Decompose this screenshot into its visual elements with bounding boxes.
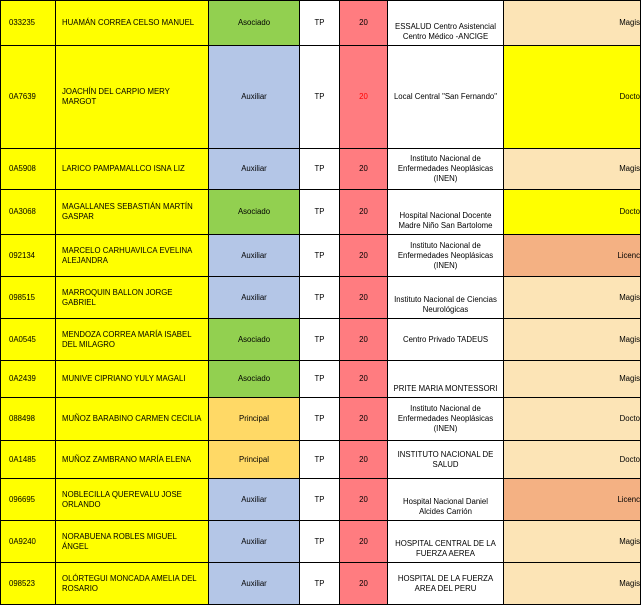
row-name: MUÑOZ ZAMBRANO MARÍA ELENA	[56, 441, 209, 479]
row-category: Auxiliar	[209, 521, 300, 563]
row-name: MAGALLANES SEBASTIÁN MARTÍN GASPAR	[56, 190, 209, 235]
row-code: 096695	[1, 479, 56, 521]
table-row	[1, 319, 641, 361]
table-row	[1, 521, 641, 563]
row-degree: Magis	[504, 319, 641, 361]
row-name: MUÑOZ BARABINO CARMEN CECILIA	[56, 398, 209, 441]
row-name: MARROQUIN BALLON JORGE GABRIEL	[56, 277, 209, 319]
row-degree: Docto	[504, 441, 641, 479]
row-type: TP	[300, 361, 340, 398]
row-degree: Magis	[504, 149, 641, 190]
table-row	[1, 190, 641, 235]
row-hours: 20	[340, 190, 388, 235]
row-hours: 20	[340, 277, 388, 319]
row-degree: Docto	[504, 46, 641, 149]
row-name: JOACHÍN DEL CARPIO MERY MARGOT	[56, 46, 209, 149]
row-degree: Magis	[504, 563, 641, 605]
row-hours: 20	[340, 398, 388, 441]
row-category: Auxiliar	[209, 277, 300, 319]
row-category: Auxiliar	[209, 149, 300, 190]
row-hours: 20	[340, 319, 388, 361]
row-type: TP	[300, 441, 340, 479]
row-degree: Magis	[504, 521, 641, 563]
row-institution: Instituto Nacional de Enfermedades Neoplásicas (INEN)	[388, 235, 504, 277]
row-name: MUNIVE CIPRIANO YULY MAGALI	[56, 361, 209, 398]
row-code: 088498	[1, 398, 56, 441]
row-category: Auxiliar	[209, 479, 300, 521]
row-code: 033235	[1, 1, 56, 46]
row-institution: PRITE MARIA MONTESSORI	[388, 361, 504, 398]
row-category: Principal	[209, 398, 300, 441]
row-name: MARCELO CARHUAVILCA EVELINA ALEJANDRA	[56, 235, 209, 277]
row-institution: INSTITUTO NACIONAL DE SALUD	[388, 441, 504, 479]
row-type: TP	[300, 190, 340, 235]
row-code: 0A1485	[1, 441, 56, 479]
table-row	[1, 235, 641, 277]
row-code: 0A2439	[1, 361, 56, 398]
row-code: 0A5908	[1, 149, 56, 190]
row-institution: HOSPITAL CENTRAL DE LA FUERZA AEREA	[388, 521, 504, 563]
row-type: TP	[300, 319, 340, 361]
table-row	[1, 149, 641, 190]
row-type: TP	[300, 398, 340, 441]
row-code: 0A0545	[1, 319, 56, 361]
row-type: TP	[300, 149, 340, 190]
table-row	[1, 46, 641, 149]
row-hours: 20	[340, 361, 388, 398]
row-category: Asociado	[209, 190, 300, 235]
row-name: OLÓRTEGUI MONCADA AMELIA DEL ROSARIO	[56, 563, 209, 605]
row-institution: Centro Privado TADEUS	[388, 319, 504, 361]
row-code: 098523	[1, 563, 56, 605]
row-name: HUAMÁN CORREA CELSO MANUEL	[56, 1, 209, 46]
row-hours: 20	[340, 479, 388, 521]
row-type: TP	[300, 46, 340, 149]
row-category: Asociado	[209, 361, 300, 398]
row-institution: Hospital Nacional Docente Madre Niño San Bartolome	[388, 190, 504, 235]
row-hours: 20	[340, 46, 388, 149]
row-name: MENDOZA CORREA MARÍA ISABEL DEL MILAGRO	[56, 319, 209, 361]
row-category: Auxiliar	[209, 235, 300, 277]
row-type: TP	[300, 563, 340, 605]
table-row	[1, 441, 641, 479]
table-row	[1, 277, 641, 319]
row-institution: ESSALUD Centro Asistencial Centro Médico -ANCIGE	[388, 1, 504, 46]
row-name: NORABUENA ROBLES MIGUEL ÁNGEL	[56, 521, 209, 563]
row-degree: Docto	[504, 190, 641, 235]
table-row	[1, 398, 641, 441]
row-degree: Licenc	[504, 235, 641, 277]
row-type: TP	[300, 521, 340, 563]
row-code: 098515	[1, 277, 56, 319]
row-degree: Magis	[504, 277, 641, 319]
row-institution: Instituto Nacional de Enfermedades Neoplásicas (INEN)	[388, 398, 504, 441]
table-row	[1, 563, 641, 605]
row-degree: Magis	[504, 1, 641, 46]
row-hours: 20	[340, 235, 388, 277]
row-code: 0A3068	[1, 190, 56, 235]
row-institution: HOSPITAL DE LA FUERZA AREA DEL PERU	[388, 563, 504, 605]
row-institution: Hospital Nacional Daniel Alcides Carrión	[388, 479, 504, 521]
row-name: NOBLECILLA QUEREVALU JOSE ORLANDO	[56, 479, 209, 521]
row-category: Principal	[209, 441, 300, 479]
row-hours: 20	[340, 441, 388, 479]
row-degree: Licenc	[504, 479, 641, 521]
row-type: TP	[300, 1, 340, 46]
row-category: Auxiliar	[209, 46, 300, 149]
row-hours: 20	[340, 521, 388, 563]
row-hours: 20	[340, 1, 388, 46]
table-row	[1, 1, 641, 46]
row-institution: Instituto Nacional de Ciencias Neurológicas	[388, 277, 504, 319]
row-category: Auxiliar	[209, 563, 300, 605]
row-type: TP	[300, 479, 340, 521]
row-code: 092134	[1, 235, 56, 277]
row-code: 0A7639	[1, 46, 56, 149]
row-degree: Magis	[504, 361, 641, 398]
row-hours: 20	[340, 563, 388, 605]
row-institution: Instituto Nacional de Enfermedades Neoplásicas (INEN)	[388, 149, 504, 190]
row-type: TP	[300, 277, 340, 319]
row-name: LARICO PAMPAMALLCO ISNA LIZ	[56, 149, 209, 190]
table-row	[1, 361, 641, 398]
row-institution: Local Central "San Fernando"	[388, 46, 504, 149]
row-degree: Docto	[504, 398, 641, 441]
row-category: Asociado	[209, 319, 300, 361]
row-hours: 20	[340, 149, 388, 190]
table-row	[1, 479, 641, 521]
row-code: 0A9240	[1, 521, 56, 563]
row-type: TP	[300, 235, 340, 277]
row-category: Asociado	[209, 1, 300, 46]
